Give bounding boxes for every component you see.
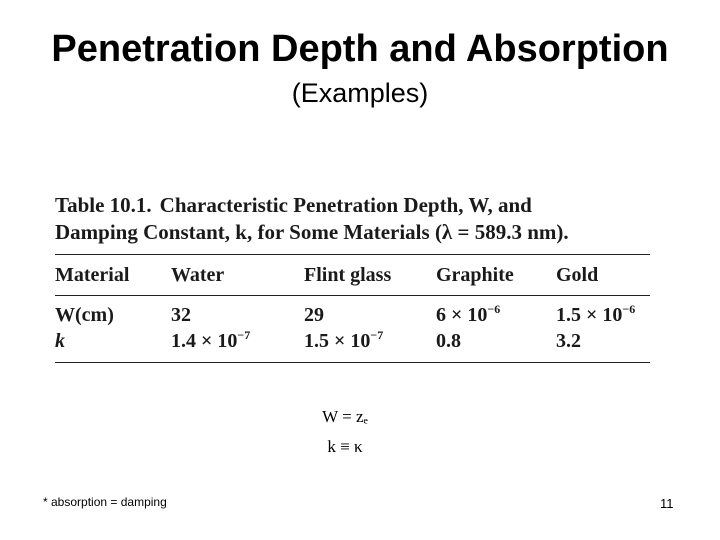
table-row-w [55,296,650,328]
slide-subtitle: (Examples) [291,78,429,108]
cell-k-flint-glass-exp: −7 [370,327,384,342]
cell-k-flint-glass-base: 1.5 × 10 [304,329,371,352]
cell-w-flint-glass: 29 [304,303,324,326]
cell-k-flint-glass [304,328,436,354]
cell-k-gold: 3.2 [556,329,581,352]
page-number: 11 [660,496,674,511]
equation-w: W = zₑ [322,407,368,426]
header-material: Material [55,263,130,286]
header-gold: Gold [556,263,599,286]
table-caption [55,192,650,246]
header-water: Water [171,263,225,286]
table-figure [55,192,650,363]
cell-w-graphite-base: 6 × 10 [436,303,488,326]
data-table [55,255,650,295]
cell-w-gold [556,296,650,328]
data-table-body [55,296,650,354]
cell-k-water-exp: −7 [237,327,251,342]
cell-w-graphite [436,296,556,328]
row-label-k: k [55,329,65,352]
cell-k-graphite: 0.8 [436,329,461,352]
caption-line-1 [55,192,650,219]
cell-w-gold-exp: −6 [622,301,636,316]
header-graphite: Graphite [436,263,514,286]
bottom-rule [55,362,650,363]
caption-line-2: Damping Constant, k, for Some Materials (λ = 589.3 nm). [55,220,569,244]
equations [300,402,390,462]
header-row [55,255,650,295]
caption-number: Table 10.1. [55,193,152,217]
row-label-w: W(cm) [55,303,114,326]
header-flint-glass: Flint glass [304,263,392,286]
slide-title: Penetration Depth and Absorption [51,28,669,70]
equation-k: k ≡ κ [327,437,363,456]
footnote: * absorption = damping [43,495,167,509]
table-row-k [55,328,650,354]
cell-w-gold-base: 1.5 × 10 [556,303,623,326]
cell-k-water-base: 1.4 × 10 [171,329,238,352]
caption-text-1: Characteristic Penetration Depth, W, and [159,193,532,217]
cell-w-water: 32 [171,303,191,326]
cell-w-graphite-exp: −6 [487,301,501,316]
cell-k-water [171,328,304,354]
